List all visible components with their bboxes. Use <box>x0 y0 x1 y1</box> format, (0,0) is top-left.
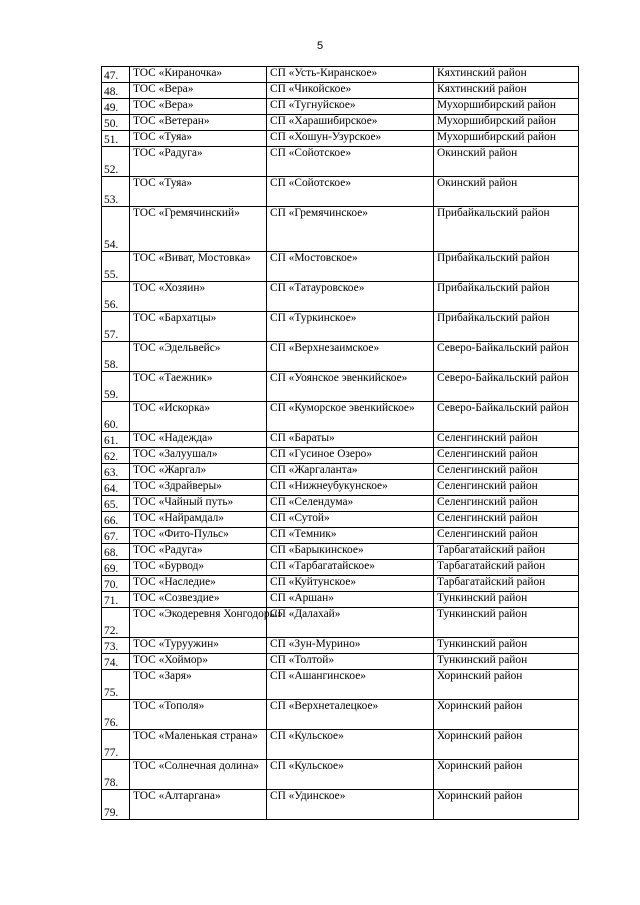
tos-name-cell: ТОС «Тополя» <box>130 700 267 730</box>
table-row <box>102 207 579 252</box>
settlement-cell: СП «Тугнуйское» <box>267 99 434 115</box>
district-cell: Селенгинский район <box>434 432 579 448</box>
tos-name-cell: ТОС «Ветеран» <box>130 115 267 131</box>
district-cell: Северо-Байкальский район <box>434 402 579 432</box>
settlement-cell: СП «Тарбагатайское» <box>267 560 434 576</box>
table-row <box>102 544 579 560</box>
row-number-cell: 49. <box>102 99 130 115</box>
row-number-cell: 47. <box>102 67 130 83</box>
settlement-cell: СП «Куморское эвенкийское» <box>267 402 434 432</box>
row-number-cell: 77. <box>102 730 130 760</box>
settlement-cell: СП «Гусиное Озеро» <box>267 448 434 464</box>
tos-name-cell: ТОС «Созвездие» <box>130 592 267 608</box>
district-cell: Прибайкальский район <box>434 312 579 342</box>
tos-name-cell: ТОС «Вера» <box>130 99 267 115</box>
row-number-cell: 62. <box>102 448 130 464</box>
row-number-cell: 79. <box>102 790 130 820</box>
tos-name-cell: ТОС «Маленькая страна» <box>130 730 267 760</box>
settlement-cell: СП «Чикойское» <box>267 83 434 99</box>
tos-name-cell: ТОС «Бархатцы» <box>130 312 267 342</box>
table-row <box>102 464 579 480</box>
table-row <box>102 342 579 372</box>
district-cell: Селенгинский район <box>434 512 579 528</box>
district-cell: Мухоршибирский район <box>434 131 579 147</box>
tos-name-cell: ТОС «Здрайверы» <box>130 480 267 496</box>
district-cell: Селенгинский район <box>434 464 579 480</box>
settlement-cell: СП «Нижнеубукунское» <box>267 480 434 496</box>
settlement-cell: СП «Сойотское» <box>267 177 434 207</box>
row-number-cell: 60. <box>102 402 130 432</box>
table-row <box>102 83 579 99</box>
row-number-cell: 64. <box>102 480 130 496</box>
settlement-cell: СП «Уоянское эвенкийское» <box>267 372 434 402</box>
settlement-cell: СП «Толтой» <box>267 654 434 670</box>
tos-name-cell: ТОС «Вера» <box>130 83 267 99</box>
settlement-cell: СП «Верхнезаимское» <box>267 342 434 372</box>
table-row <box>102 312 579 342</box>
settlement-cell: СП «Верхнеталецкое» <box>267 700 434 730</box>
settlement-cell: СП «Кульское» <box>267 730 434 760</box>
row-number-cell: 54. <box>102 207 130 252</box>
table-row <box>102 592 579 608</box>
settlement-cell: СП «Сутой» <box>267 512 434 528</box>
row-number-cell: 71. <box>102 592 130 608</box>
table-row <box>102 372 579 402</box>
district-cell: Тункинский район <box>434 638 579 654</box>
table-row <box>102 654 579 670</box>
settlement-cell: СП «Темник» <box>267 528 434 544</box>
tos-name-cell: ТОС «Чайный путь» <box>130 496 267 512</box>
row-number-cell: 63. <box>102 464 130 480</box>
tos-name-cell: ТОС «Хозяин» <box>130 282 267 312</box>
row-number-cell: 67. <box>102 528 130 544</box>
district-cell: Тарбагатайский район <box>434 544 579 560</box>
settlement-cell: СП «Усть-Киранское» <box>267 67 434 83</box>
table-row <box>102 67 579 83</box>
table-row <box>102 512 579 528</box>
row-number-cell: 50. <box>102 115 130 131</box>
table-row <box>102 252 579 282</box>
table-row <box>102 730 579 760</box>
settlement-cell: СП «Хошун-Узурское» <box>267 131 434 147</box>
table-row <box>102 496 579 512</box>
row-number-cell: 76. <box>102 700 130 730</box>
district-cell: Тарбагатайский район <box>434 560 579 576</box>
table-row <box>102 131 579 147</box>
district-cell: Тункинский район <box>434 608 579 638</box>
district-cell: Селенгинский район <box>434 448 579 464</box>
settlement-cell: СП «Удинское» <box>267 790 434 820</box>
table-row <box>102 147 579 177</box>
district-cell: Северо-Байкальский район <box>434 342 579 372</box>
district-cell: Прибайкальский район <box>434 252 579 282</box>
table-row <box>102 638 579 654</box>
district-cell: Тункинский район <box>434 654 579 670</box>
tos-registry-table <box>101 66 579 820</box>
tos-name-cell: ТОС «Солнечная долина» <box>130 760 267 790</box>
settlement-cell: СП «Харашибирское» <box>267 115 434 131</box>
table-row <box>102 560 579 576</box>
table-row <box>102 670 579 700</box>
table-row <box>102 282 579 312</box>
row-number-cell: 55. <box>102 252 130 282</box>
row-number-cell: 51. <box>102 131 130 147</box>
settlement-cell: СП «Туркинское» <box>267 312 434 342</box>
settlement-cell: СП «Далахай» <box>267 608 434 638</box>
table-row <box>102 432 579 448</box>
district-cell: Кяхтинский район <box>434 67 579 83</box>
district-cell: Прибайкальский район <box>434 282 579 312</box>
settlement-cell: СП «Татауровское» <box>267 282 434 312</box>
page-number: 5 <box>316 40 324 52</box>
row-number-cell: 59. <box>102 372 130 402</box>
tos-name-cell: ТОС «Искорка» <box>130 402 267 432</box>
settlement-cell: СП «Куйтунское» <box>267 576 434 592</box>
tos-name-cell: ТОС «Таежник» <box>130 372 267 402</box>
district-cell: Хоринский район <box>434 790 579 820</box>
tos-name-cell: ТОС «Туруужин» <box>130 638 267 654</box>
settlement-cell: СП «Аршан» <box>267 592 434 608</box>
table-row <box>102 115 579 131</box>
district-cell: Хоринский район <box>434 730 579 760</box>
settlement-cell: СП «Селендума» <box>267 496 434 512</box>
tos-name-cell: ТОС «Алтаргана» <box>130 790 267 820</box>
row-number-cell: 61. <box>102 432 130 448</box>
tos-name-cell: ТОС «Фито-Пульс» <box>130 528 267 544</box>
settlement-cell: СП «Гремячинское» <box>267 207 434 252</box>
tos-name-cell: ТОС «Радуга» <box>130 544 267 560</box>
settlement-cell: СП «Мостовское» <box>267 252 434 282</box>
settlement-cell: СП «Барыкинское» <box>267 544 434 560</box>
settlement-cell: СП «Кульское» <box>267 760 434 790</box>
district-cell: Северо-Байкальский район <box>434 372 579 402</box>
row-number-cell: 56. <box>102 282 130 312</box>
table-row <box>102 99 579 115</box>
table-row <box>102 448 579 464</box>
district-cell: Селенгинский район <box>434 480 579 496</box>
table-row <box>102 608 579 638</box>
row-number-cell: 73. <box>102 638 130 654</box>
row-number-cell: 72. <box>102 608 130 638</box>
settlement-cell: СП «Зун-Мурино» <box>267 638 434 654</box>
tos-name-cell: ТОС «Заря» <box>130 670 267 700</box>
table-row <box>102 760 579 790</box>
tos-name-cell: ТОС «Туяа» <box>130 131 267 147</box>
table-row <box>102 480 579 496</box>
district-cell: Селенгинский район <box>434 496 579 512</box>
tos-name-cell: ТОС «Гремячинский» <box>130 207 267 252</box>
tos-name-cell: ТОС «Найрамдал» <box>130 512 267 528</box>
row-number-cell: 65. <box>102 496 130 512</box>
district-cell: Окинский район <box>434 177 579 207</box>
district-cell: Кяхтинский район <box>434 83 579 99</box>
table-row <box>102 790 579 820</box>
settlement-cell: СП «Бараты» <box>267 432 434 448</box>
tos-name-cell: ТОС «Жаргал» <box>130 464 267 480</box>
row-number-cell: 68. <box>102 544 130 560</box>
row-number-cell: 78. <box>102 760 130 790</box>
district-cell: Тункинский район <box>434 592 579 608</box>
tos-name-cell: ТОС «Надежда» <box>130 432 267 448</box>
settlement-cell: СП «Сойотское» <box>267 147 434 177</box>
tos-name-cell: ТОС «Наследие» <box>130 576 267 592</box>
row-number-cell: 66. <box>102 512 130 528</box>
row-number-cell: 57. <box>102 312 130 342</box>
district-cell: Селенгинский район <box>434 528 579 544</box>
row-number-cell: 69. <box>102 560 130 576</box>
table-row <box>102 700 579 730</box>
row-number-cell: 70. <box>102 576 130 592</box>
row-number-cell: 75. <box>102 670 130 700</box>
district-cell: Мухоршибирский район <box>434 99 579 115</box>
table-row <box>102 402 579 432</box>
district-cell: Хоринский район <box>434 670 579 700</box>
tos-name-cell: ТОС «Кираночка» <box>130 67 267 83</box>
district-cell: Мухоршибирский район <box>434 115 579 131</box>
district-cell: Окинский район <box>434 147 579 177</box>
tos-name-cell: ТОС «Радуга» <box>130 147 267 177</box>
district-cell: Хоринский район <box>434 700 579 730</box>
table-row <box>102 576 579 592</box>
row-number-cell: 53. <box>102 177 130 207</box>
row-number-cell: 48. <box>102 83 130 99</box>
district-cell: Прибайкальский район <box>434 207 579 252</box>
settlement-cell: СП «Ашангинское» <box>267 670 434 700</box>
tos-name-cell: ТОС «Эдельвейс» <box>130 342 267 372</box>
tos-name-cell: ТОС «Хоймор» <box>130 654 267 670</box>
tos-name-cell: ТОС «Экодеревня Хонгодоры» <box>130 608 267 638</box>
row-number-cell: 52. <box>102 147 130 177</box>
tos-name-cell: ТОС «Виват, Мостовка» <box>130 252 267 282</box>
row-number-cell: 58. <box>102 342 130 372</box>
table-body <box>102 67 579 820</box>
tos-name-cell: ТОС «Залуушал» <box>130 448 267 464</box>
table-row <box>102 528 579 544</box>
table-row <box>102 177 579 207</box>
tos-name-cell: ТОС «Бурвод» <box>130 560 267 576</box>
settlement-cell: СП «Жаргаланта» <box>267 464 434 480</box>
row-number-cell: 74. <box>102 654 130 670</box>
tos-name-cell: ТОС «Туяа» <box>130 177 267 207</box>
district-cell: Тарбагатайский район <box>434 576 579 592</box>
district-cell: Хоринский район <box>434 760 579 790</box>
